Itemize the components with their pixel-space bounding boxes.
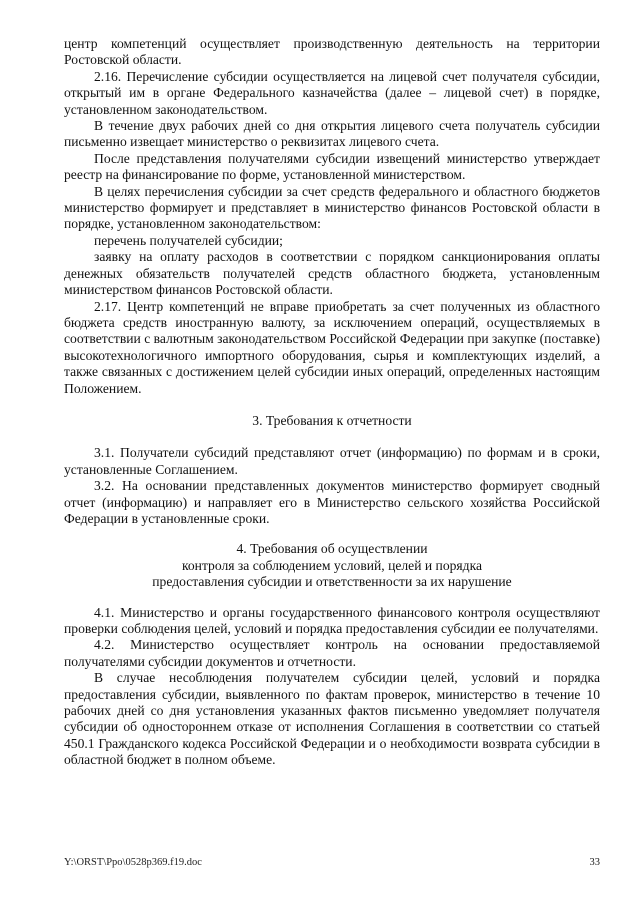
paragraph-payment-request: заявку на оплату расходов в соответствии с порядком санкционирования оплаты денежных обязательств получателей средств областного бюджета, установленным министерством финансов Ростовской области. xyxy=(64,249,600,298)
section-4-heading xyxy=(64,541,600,590)
paragraph-2-16: 2.16. Перечисление субсидии осуществляется на лицевой счет получателя субсидии, открытый им в органе Федерального казначейства (далее – лицевой счет) в порядке, установленном законодательством. xyxy=(64,68,600,117)
section-4-heading-line: 4. Требования об осуществлении xyxy=(236,541,428,557)
paragraph-account-notice: В течение двух рабочих дней со дня открытия лицевого счета получатель субсидии письменно извещает министерство о реквизитах лицевого счета. xyxy=(64,118,600,150)
paragraph-continuation: центр компетенций осуществляет производственную деятельность на территории Ростовской области. xyxy=(64,36,600,68)
paragraph-3-1: 3.1. Получатели субсидий представляют отчет (информацию) по формам и в сроки, установленные Соглашением. xyxy=(64,445,600,477)
paragraph-3-2: 3.2. На основании представленных документов министерство формирует сводный отчет (информацию) и направляет его в Министерство сельского хозяйства Российской Федерации в установленные сроки. xyxy=(64,478,600,526)
section-4-heading-line: контроля за соблюдением условий, целей и порядка xyxy=(181,557,483,573)
section-4-heading-line: предоставления субсидии и ответственности за их нарушение xyxy=(152,574,512,590)
paragraph-2-17: 2.17. Центр компетенций не вправе приобретать за счет полученных из областного бюджета средств иностранную валюту, за исключением операций, осуществляемых в соответствии с валютным законодательством Российской Федерации при закупке (поставке) высокотехнологичного импортного оборудования, сырья и комплектующих изделий, а также связанных с достижением целей субсидии иных операций, определенных настоящим Положением. xyxy=(64,298,601,396)
page-number: 33 xyxy=(589,857,600,868)
paragraph-4-1: 4.1. Министерство и органы государственного финансового контроля осуществляют проверки соблюдения целей, условий и порядка предоставления субсидии ее получателями. xyxy=(64,604,600,636)
footer-file-path: Y:\ORST\Ppo\0528p369.f19.doc xyxy=(64,857,202,868)
paragraph-violation-notice: В случае несоблюдения получателем субсидии целей, условий и порядка предоставления субсидии, выявленного по фактам проверок, министерство в течение 10 рабочих дней со дня установления указанных фактов письменно уведомляет получателя субсидии об одностороннем отказе от исполнения Соглашения в соответствии со статьей 450.1 Гражданского кодекса Российской Федерации и о необходимости возврата субсидии в областной бюджет в полном объеме. xyxy=(64,670,600,768)
paragraph-registry: После представления получателями субсидии извещений министерство утверждает реестр на финансирование по форме, установленной министерством. xyxy=(64,150,600,183)
document-page xyxy=(64,36,600,769)
paragraph-recipients-list: перечень получателей субсидии; xyxy=(94,232,283,248)
section-3-heading: 3. Требования к отчетности xyxy=(252,412,412,428)
paragraph-budget-transfer: В целях перечисления субсидии за счет средств федерального и областного бюджетов министерство формирует и представляет в министерство финансов Ростовской области в порядке, установленном законодательством: xyxy=(64,183,600,232)
paragraph-4-2: 4.2. Министерство осуществляет контроль на основании предоставляемой получателями субсидии документов и отчетности. xyxy=(64,637,600,669)
